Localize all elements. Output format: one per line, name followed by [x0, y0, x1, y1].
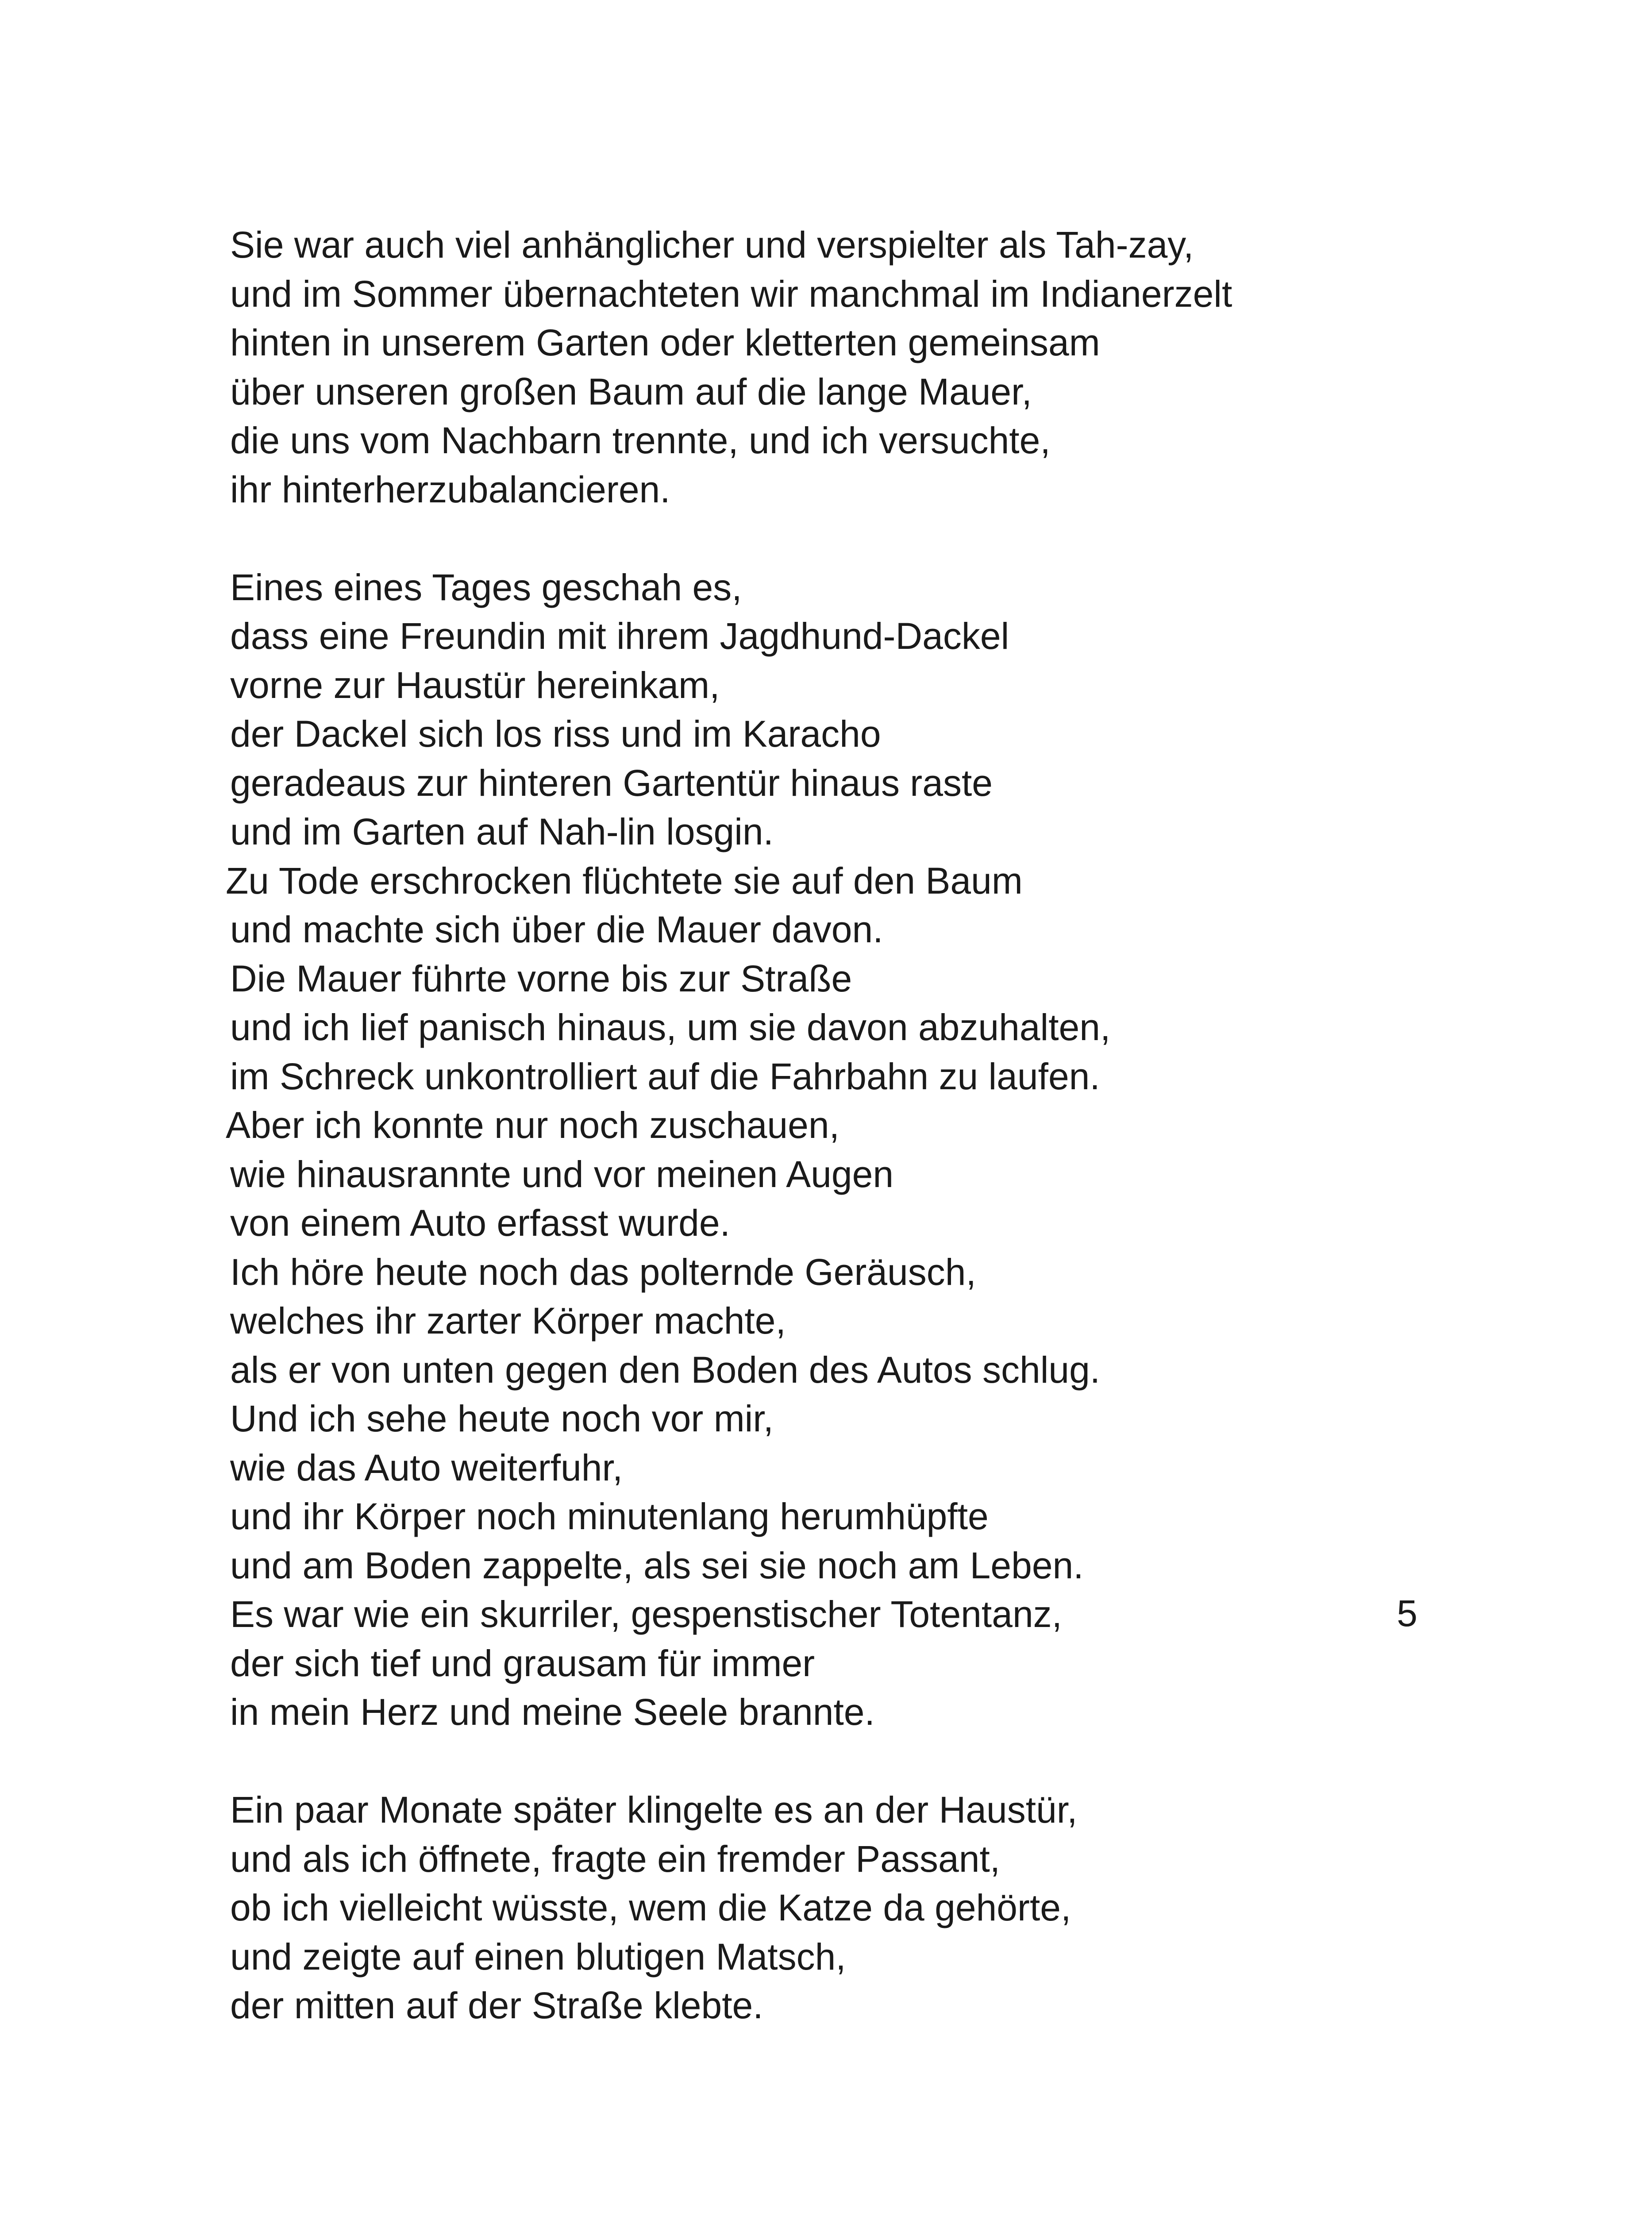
text-line: und im Garten auf Nah-lin losgin. [230, 811, 774, 852]
text-line: hinten in unserem Garten oder kletterten gemeinsam [230, 322, 1100, 363]
text-line: und ihr Körper noch minutenlang herumhüpfte [230, 1496, 989, 1537]
text-line: dass eine Freundin mit ihrem Jagdhund-Dackel [230, 615, 1009, 657]
text-line: und am Boden zappelte, als sei sie noch am Leben. [230, 1544, 1084, 1586]
text-line: Die Mauer führte vorne bis zur Straße [230, 957, 852, 999]
text-line: wie hinausrannte und vor meinen Augen [230, 1153, 894, 1195]
body-text [226, 220, 1558, 2030]
text-line: von einem Auto erfasst wurde. [230, 1202, 730, 1244]
text-line: welches ihr zarter Körper machte, [230, 1300, 786, 1342]
text-line: Es war wie ein skurriler, gespenstischer Totentanz, [230, 1593, 1062, 1635]
text-line: wie das Auto weiterfuhr, [230, 1446, 623, 1488]
text-line: und machte sich über die Mauer davon. [230, 909, 883, 950]
paragraph-2 [226, 563, 1558, 1737]
text-line: Zu Tode erschrocken flüchtete sie auf den Baum [226, 860, 1023, 902]
text-line: Sie war auch viel anhänglicher und verspielter als Tah-zay, [230, 224, 1194, 266]
text-line: als er von unten gegen den Boden des Autos schlug. [230, 1349, 1101, 1391]
text-line: Eines eines Tages geschah es, [230, 566, 742, 608]
text-line: ihr hinterherzubalancieren. [230, 468, 670, 510]
text-line: Ein paar Monate später klingelte es an der Haustür, [230, 1789, 1078, 1831]
text-line: und zeigte auf einen blutigen Matsch, [230, 1935, 846, 1978]
paragraph-1 [230, 220, 1558, 514]
text-line: geradeaus zur hinteren Gartentür hinaus raste [230, 762, 993, 804]
text-line: und im Sommer übernachteten wir manchmal im Indianerzelt [230, 273, 1232, 315]
text-line: über unseren großen Baum auf die lange Mauer, [230, 370, 1032, 413]
text-line: die uns vom Nachbarn trennte, und ich versuchte, [230, 420, 1051, 461]
text-line: der Dackel sich los riss und im Karacho [230, 713, 881, 755]
paragraph-3 [230, 1785, 1558, 2030]
text-line: im Schreck unkontrolliert auf die Fahrbahn zu laufen. [230, 1055, 1100, 1097]
text-line: ob ich vielleicht wüsste, wem die Katze da gehörte, [230, 1887, 1071, 1928]
text-line: und als ich öffnete, fragte ein fremder Passant, [230, 1838, 1001, 1880]
page-number: 5 [1397, 1592, 1417, 1634]
text-line: Aber ich konnte nur noch zuschauen, [226, 1104, 839, 1146]
text-line: Und ich sehe heute noch vor mir, [230, 1398, 774, 1439]
text-line: Ich höre heute noch das polternde Geräusch, [230, 1251, 976, 1293]
text-line: in mein Herz und meine Seele brannte. [230, 1691, 875, 1733]
text-line: der sich tief und grausam für immer [230, 1642, 815, 1684]
text-line: und ich lief panisch hinaus, um sie davon abzuhalten, [230, 1006, 1111, 1048]
text-line: der mitten auf der Straße klebte. [230, 1985, 763, 2026]
text-line: vorne zur Haustür hereinkam, [230, 664, 720, 706]
